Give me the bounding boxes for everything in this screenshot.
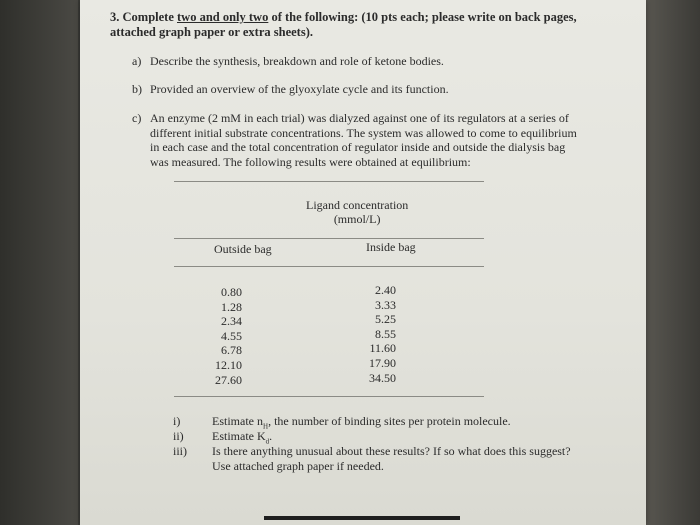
subq-ii-label: ii) — [173, 429, 184, 443]
question-number: 3. — [110, 10, 120, 24]
part-b-text: Provided an overview of the glyoxylate cycle and its function. — [150, 82, 449, 96]
part-a-text: Describe the synthesis, breakdown and role of ketone bodies. — [150, 54, 444, 68]
table-cell-outside: 4.55 — [221, 328, 242, 343]
subq-i-label: i) — [173, 414, 181, 428]
table-cell-outside: 12.10 — [215, 357, 242, 372]
part-c-line: different initial substrate concentrations. The system was allowed to come to equilibrium — [150, 125, 577, 140]
table-cell-outside: 1.28 — [221, 299, 242, 314]
subq-i-subscript: H — [263, 422, 269, 431]
desk-background-left — [0, 0, 78, 525]
question-header-line2: attached graph paper or extra sheets). — [110, 25, 313, 39]
question-prefix: Complete — [122, 10, 174, 24]
part-c-line: was measured. The following results were obtained at equilibrium: — [150, 154, 471, 169]
table-title — [306, 198, 408, 226]
table-cell-inside: 3.33 — [375, 297, 396, 312]
part-c-line: in each case and the total concentration of regulator inside and outside the dialysis bag — [150, 140, 566, 154]
table-title-line1: Ligand concentration — [306, 198, 409, 212]
table-cell-inside: 17.90 — [369, 355, 396, 370]
subq-iii-line1: Is there anything unusual about these results? If so what does this suggest? — [212, 444, 571, 458]
table-title-line2: (mmol/L) — [333, 212, 381, 226]
part-c-line: An enzyme (2 mM in each trial) was dialyzed against one of its regulators at a series of — [150, 111, 569, 125]
table-cell-inside: 8.55 — [375, 326, 396, 341]
table-cell-inside: 5.25 — [375, 312, 396, 327]
col-header-inside: Inside bag — [366, 240, 416, 254]
outside-values-column — [204, 285, 242, 387]
table-cell-outside: 0.80 — [221, 285, 242, 299]
subq-ii-subscript: d — [265, 437, 270, 446]
exam-paper — [80, 0, 646, 525]
table-top-rule — [174, 181, 484, 182]
table-subheader-rule — [174, 266, 484, 267]
table-cell-inside: 34.50 — [369, 370, 396, 385]
table-cell-outside: 27.60 — [215, 372, 242, 387]
subq-i-text-after: , the number of binding sites per protein molecule. — [268, 414, 511, 428]
subq-ii-text-after: . — [269, 429, 273, 443]
question-emphasis: two and only two — [177, 10, 269, 24]
subq-iii-label: iii) — [173, 444, 187, 458]
table-cell-inside: 2.40 — [375, 283, 396, 297]
subq-i-text-before: Estimate n — [212, 414, 263, 428]
page-bottom-mark — [264, 516, 460, 520]
part-a-label: a) — [132, 54, 142, 68]
part-c-label: c) — [132, 111, 142, 125]
question-header — [110, 10, 577, 40]
table-header-rule — [174, 238, 484, 239]
part-c-paragraph — [150, 111, 577, 169]
subq-iii-line2: Use attached graph paper if needed. — [212, 458, 384, 473]
col-header-outside: Outside bag — [214, 242, 272, 256]
table-cell-outside: 6.78 — [221, 343, 242, 358]
subq-ii-text-before: Estimate K — [212, 429, 266, 443]
desk-background-right — [642, 0, 700, 525]
part-b-label: b) — [132, 82, 142, 96]
inside-values-column — [358, 283, 396, 385]
subq-iii-text — [212, 444, 571, 473]
table-bottom-rule — [174, 396, 484, 397]
question-suffix: of the following: (10 pts each; please write on back pages, — [271, 10, 577, 24]
table-cell-outside: 2.34 — [221, 314, 242, 329]
question-header-line1 — [110, 10, 577, 25]
table-cell-inside: 11.60 — [369, 341, 396, 356]
